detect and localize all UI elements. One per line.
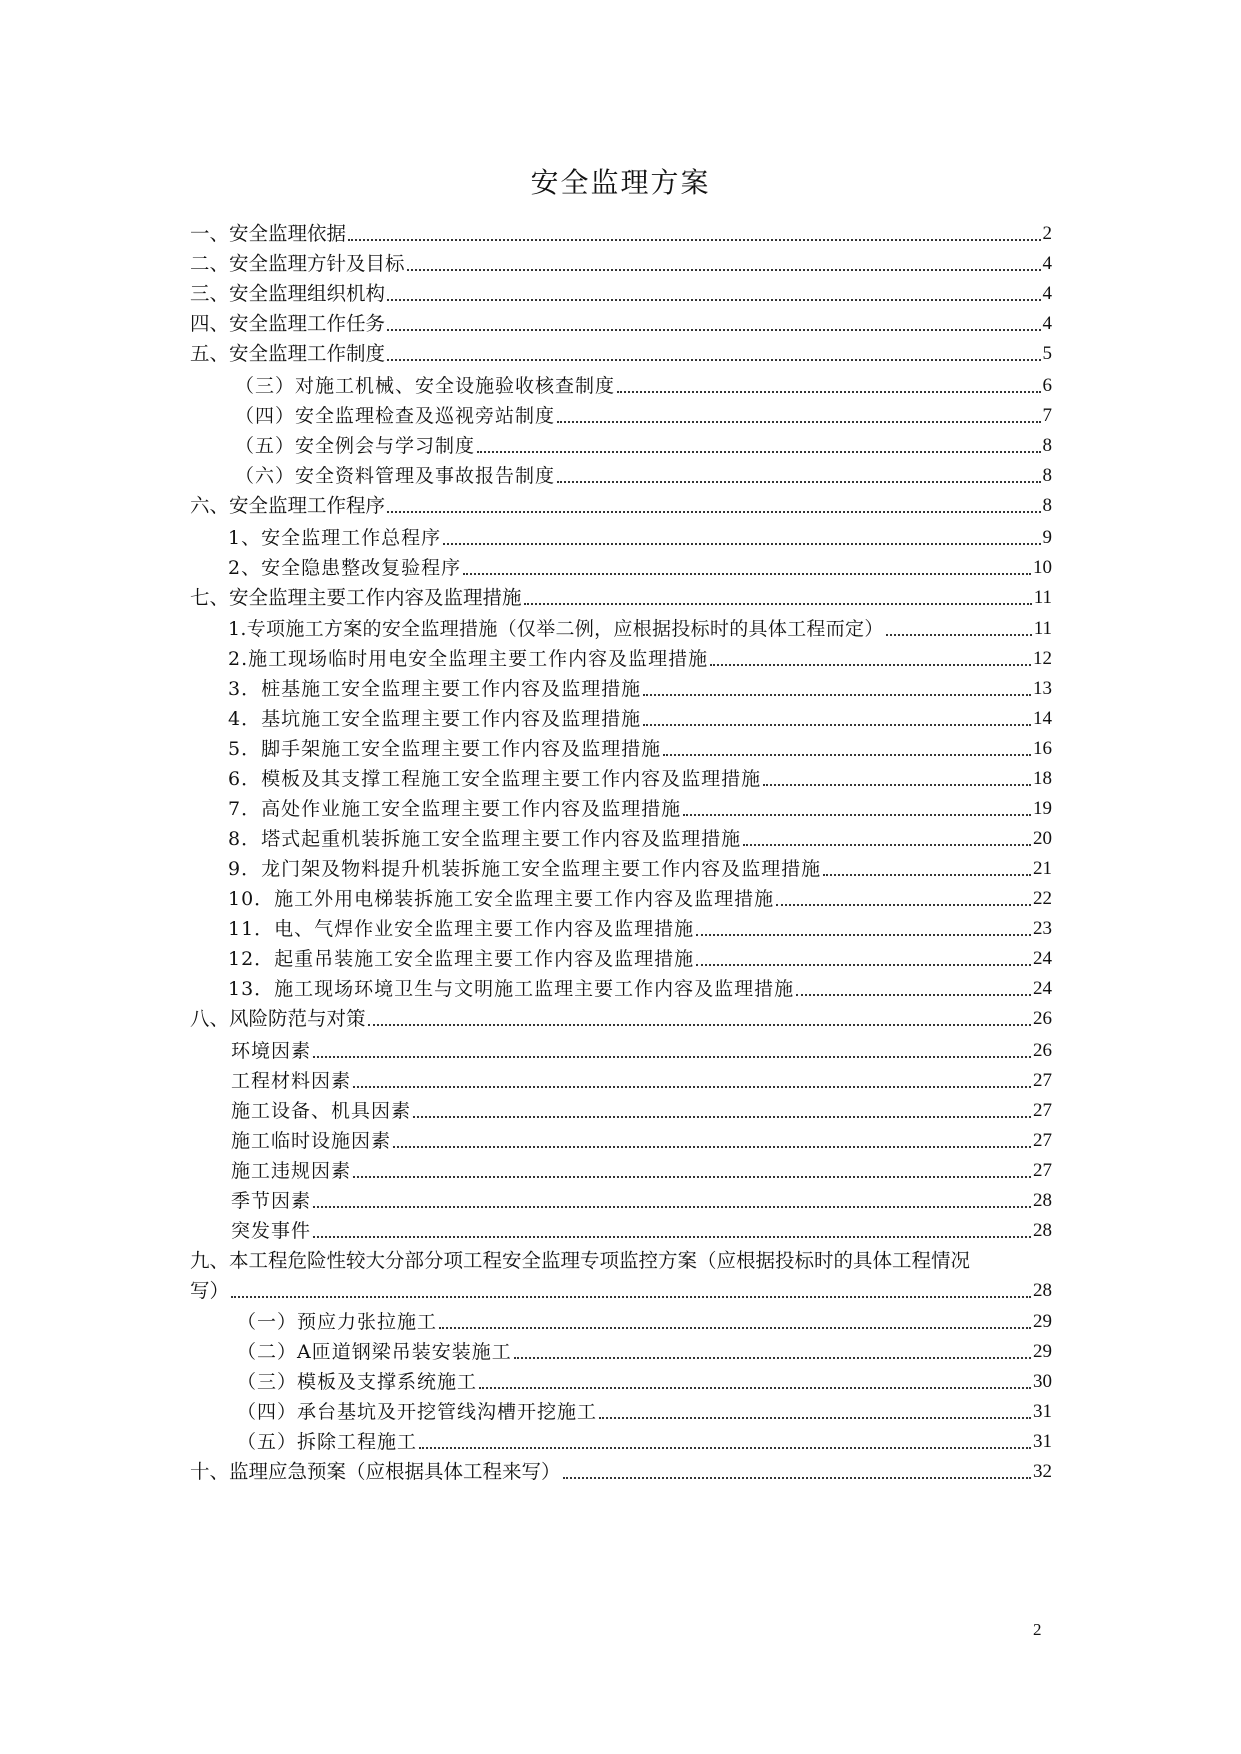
toc-entry-text: 3．桩基施工安全监理主要工作内容及监理措施 [228,678,642,700]
toc-entry-text: 5．脚手架施工安全监理主要工作内容及监理措施 [228,738,662,760]
toc-entry-page: 8 [1042,435,1052,456]
toc-entry[interactable] [228,614,1052,644]
toc-entry[interactable] [237,1427,1052,1457]
toc-entry[interactable] [231,1066,1052,1096]
dot-leader [643,694,1031,696]
toc-entry-text: 写） [190,1279,230,1302]
toc-entry-text: 施工违规因素 [231,1160,352,1182]
toc-entry-text: （六）安全资料管理及事故报告制度 [235,465,556,487]
toc-entry-page: 11 [1033,618,1052,639]
toc-entry-text: 一、安全监理依据 [190,222,347,245]
dot-leader [313,1056,1031,1058]
toc-entry-page: 2 [1042,223,1052,244]
dot-leader [683,814,1031,816]
toc-entry-text: （二）A匝道钢梁吊装安装施工 [237,1341,512,1363]
toc-entry[interactable] [228,734,1052,764]
dot-leader [313,1206,1031,1208]
toc-entry[interactable] [228,674,1052,704]
toc-entry-text: 突发事件 [231,1220,312,1242]
dot-leader [443,543,1040,545]
toc-entry-text: （一）预应力张拉施工 [237,1311,438,1333]
toc-entry-text: 季节因素 [231,1190,312,1212]
toc-entry[interactable] [235,431,1052,461]
toc-entry-text: 七、安全监理主要工作内容及监理措施 [190,586,522,609]
dot-leader [763,784,1031,786]
toc-entry-text: 7．高处作业施工安全监理主要工作内容及监理措施 [228,798,682,820]
dot-leader [419,1447,1031,1449]
toc-entry-text: 4．基坑施工安全监理主要工作内容及监理措施 [228,708,642,730]
toc-entry-page: 21 [1033,858,1052,879]
toc-entry[interactable] [190,309,1052,339]
toc-entry-text: 施工临时设施因素 [231,1130,392,1152]
toc-entry[interactable] [228,884,1052,914]
dot-leader [823,874,1031,876]
toc-entry-text: 8．塔式起重机装拆施工安全监理主要工作内容及监理措施 [228,828,742,850]
toc-entry-text: 八、风险防范与对策 [190,1007,366,1030]
toc-entry-text: （三）对施工机械、安全设施验收核查制度 [235,375,616,397]
dot-leader [796,994,1031,996]
toc-entry-page: 7 [1042,405,1052,426]
toc-entry-text: 10．施工外用电梯装拆施工安全监理主要工作内容及监理措施 [228,888,775,910]
toc-entry-page: 27 [1033,1070,1052,1091]
toc-entry-page: 27 [1033,1130,1052,1151]
toc-entry[interactable] [228,914,1052,944]
dot-leader [886,634,1032,636]
dot-leader [313,1236,1031,1238]
toc-entry-text: 6．模板及其支撑工程施工安全监理主要工作内容及监理措施 [228,768,762,790]
toc-entry-text: 9．龙门架及物料提升机装拆施工安全监理主要工作内容及监理措施 [228,858,822,880]
toc-entry-page: 27 [1033,1160,1052,1181]
toc-entry-text: 13．施工现场环境卫生与文明施工监理主要工作内容及监理措施 [228,978,795,1000]
toc-entry[interactable] [228,824,1052,854]
dot-leader [353,1086,1031,1088]
toc-entry-text: 1、安全监理工作总程序 [228,527,442,549]
toc-entry-page: 24 [1033,978,1052,999]
toc-entry[interactable] [190,219,1052,249]
toc-entry[interactable] [190,1276,1052,1306]
toc-entry[interactable] [237,1397,1052,1427]
toc-entry-page: 26 [1033,1008,1052,1029]
dot-leader [557,421,1040,423]
dot-leader [643,724,1031,726]
toc-entry-page: 4 [1042,283,1052,304]
toc-entry-page: 29 [1033,1341,1052,1362]
toc-entry[interactable] [231,1096,1052,1126]
toc-entry[interactable] [235,401,1052,431]
dot-leader [387,299,1040,301]
toc-entry-text: （五）安全例会与学习制度 [235,435,476,457]
toc-entry[interactable] [190,1246,1052,1276]
toc-entry-page: 16 [1033,738,1052,759]
toc-entry-text: 12．起重吊装施工安全监理主要工作内容及监理措施 [228,948,695,970]
dot-leader [393,1146,1031,1148]
toc-entry[interactable] [190,279,1052,309]
toc-entry[interactable] [231,1186,1052,1216]
toc-entry[interactable] [228,644,1052,674]
toc-entry-text: （四）承台基坑及开挖管线沟槽开挖施工 [237,1401,598,1423]
dot-leader [348,239,1040,241]
toc-entry[interactable] [228,794,1052,824]
toc-entry[interactable] [228,553,1052,583]
toc-entry-page: 29 [1033,1311,1052,1332]
dot-leader [413,1116,1031,1118]
dot-leader [710,664,1031,666]
dot-leader [387,329,1040,331]
toc-entry-page: 8 [1042,495,1052,516]
toc-entry[interactable] [228,974,1052,1004]
toc-entry-page: 8 [1042,465,1052,486]
dot-leader [463,573,1031,575]
toc-entry-page: 11 [1033,587,1052,608]
dot-leader [776,904,1031,906]
toc-entry-text: 1.专项施工方案的安全监理措施（仅举二例，应根据投标时的具体工程而定） [228,618,884,640]
toc-entry[interactable] [237,1307,1052,1337]
dot-leader [477,451,1040,453]
toc-entry[interactable] [190,1457,1052,1487]
toc-entry[interactable] [235,371,1052,401]
toc-entry-text: 二、安全监理方针及目标 [190,252,405,275]
toc-entry[interactable] [231,1216,1052,1246]
toc-entry[interactable] [190,249,1052,279]
dot-leader [514,1357,1031,1359]
dot-leader [599,1417,1031,1419]
toc-entry[interactable] [190,491,1052,521]
dot-leader [368,1024,1031,1026]
toc-entry-page: 10 [1033,557,1052,578]
dot-leader [617,391,1040,393]
toc-entry-page: 18 [1033,768,1052,789]
toc-entry[interactable] [190,339,1052,369]
toc-entry-page: 9 [1042,527,1052,548]
toc-entry-page: 6 [1042,375,1052,396]
dot-leader [231,1296,1031,1298]
toc-entry-text: 九、本工程危险性较大分部分项工程安全监理专项监控方案（应根据投标时的具体工程情况 [190,1249,971,1272]
toc-entry[interactable] [231,1156,1052,1186]
toc-entry-page: 13 [1033,678,1052,699]
toc-entry-page: 4 [1042,313,1052,334]
dot-leader [557,481,1040,483]
toc-entry-text: 施工设备、机具因素 [231,1100,412,1122]
toc-entry-page: 20 [1033,828,1052,849]
toc-entry-page: 5 [1042,343,1052,364]
toc-entry-text: 六、安全监理工作程序 [190,494,386,517]
toc-entry-page: 28 [1033,1220,1052,1241]
toc-entry[interactable] [235,461,1052,491]
toc-entry[interactable] [228,764,1052,794]
toc-entry-text: 五、安全监理工作制度 [190,342,386,365]
toc-entry-page: 22 [1033,888,1052,909]
toc-entry[interactable] [228,944,1052,974]
toc-entry[interactable] [231,1036,1052,1066]
dot-leader [563,1477,1031,1479]
toc-entry-text: 工程材料因素 [231,1070,352,1092]
dot-leader [387,359,1040,361]
toc-entry-page: 4 [1042,253,1052,274]
dot-leader [353,1176,1031,1178]
page-title: 安全监理方案 [530,166,711,199]
toc-entry-page: 28 [1033,1190,1052,1211]
toc-entry-page: 23 [1033,918,1052,939]
dot-leader [479,1387,1031,1389]
toc-entry[interactable] [231,1126,1052,1156]
page-number: 2 [1033,1620,1042,1639]
toc-entry-page: 32 [1033,1461,1052,1482]
toc-entry-text: 2、安全隐患整改复验程序 [228,557,462,579]
toc-entry[interactable] [237,1367,1052,1397]
toc-entry[interactable] [228,854,1052,884]
toc-entry-page: 27 [1033,1100,1052,1121]
dot-leader [439,1327,1031,1329]
toc-entry[interactable] [228,704,1052,734]
toc-entry-text: 十、监理应急预案（应根据具体工程来写） [190,1460,561,1483]
toc-entry-page: 26 [1033,1040,1052,1061]
toc-entry-text: 11．电、气焊作业安全监理主要工作内容及监理措施 [228,918,695,940]
toc-entry-page: 31 [1033,1431,1052,1452]
toc-entry[interactable] [190,583,1052,613]
toc-entry-text: （五）拆除工程施工 [237,1431,418,1453]
toc-entry[interactable] [237,1337,1052,1367]
toc-entry-page: 30 [1033,1371,1052,1392]
dot-leader [696,964,1031,966]
toc-entry-text: 2.施工现场临时用电安全监理主要工作内容及监理措施 [228,648,709,670]
dot-leader [387,511,1040,513]
toc-entry-text: （三）模板及支撑系统施工 [237,1371,478,1393]
toc-entry-page: 24 [1033,948,1052,969]
dot-leader [743,844,1031,846]
toc-entry-text: （四）安全监理检查及巡视旁站制度 [235,405,556,427]
toc-entry-text: 三、安全监理组织机构 [190,282,386,305]
dot-leader [524,603,1032,605]
toc-entry-page: 28 [1033,1280,1052,1301]
toc-entry-text: 四、安全监理工作任务 [190,312,386,335]
toc-entry-text: 环境因素 [231,1040,312,1062]
toc-entry-page: 31 [1033,1401,1052,1422]
toc-entry[interactable] [190,1004,1052,1034]
toc-entry-page: 14 [1033,708,1052,729]
toc-entry-page: 19 [1033,798,1052,819]
dot-leader [407,269,1041,271]
dot-leader [696,934,1031,936]
toc-entry-page: 12 [1033,648,1052,669]
toc-entry[interactable] [228,523,1052,553]
dot-leader [663,754,1031,756]
